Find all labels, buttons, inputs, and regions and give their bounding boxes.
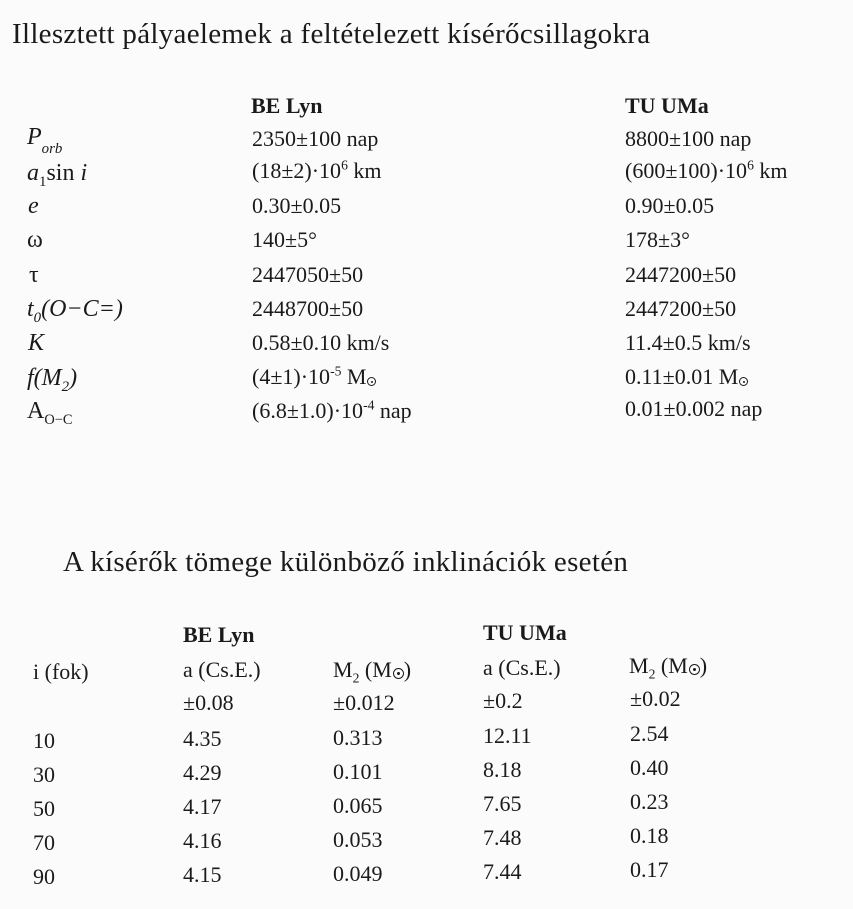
row-be-a: 4.29 (183, 760, 222, 785)
param-fm2: $f(M_2)$ (27, 365, 78, 395)
tu-uma-aoc: 0.01±0.002 nap (625, 396, 763, 421)
group-header-be-lyn: BE Lyn (183, 622, 255, 647)
be-lyn-omega: 140±5° (252, 227, 317, 252)
tu-a-err: ±0.2 (483, 688, 523, 713)
row-be-a: 4.15 (183, 862, 222, 887)
row-i: 10 (33, 728, 55, 753)
row-i: 50 (33, 796, 55, 821)
tu-uma-a1sini: $(600\pm 100)\cdot 10^6$ km (625, 157, 788, 183)
row-tu-m: 0.18 (630, 823, 669, 848)
be-lyn-t0: 2448700±50 (252, 296, 364, 321)
row-tu-a: 12.11 (483, 723, 532, 748)
param-tau: τ (29, 262, 39, 288)
row-be-a: 4.17 (183, 794, 222, 819)
be-lyn-fm2: $(4\pm 1)\cdot 10^{-5}$ M (252, 364, 376, 390)
tu-uma-omega: 178±3° (625, 227, 690, 252)
tu-uma-t0: 2447200±50 (625, 296, 737, 321)
row-tu-a: 7.44 (483, 859, 522, 884)
row-be-m: 0.101 (333, 759, 383, 784)
be-lyn-tau: 2447050±50 (252, 262, 364, 287)
sun-symbol-icon (393, 668, 404, 679)
row-be-m: 0.053 (333, 827, 383, 852)
row-tu-a: 8.18 (483, 757, 522, 782)
row-be-a: 4.16 (183, 828, 222, 853)
col-label-tu-a: a (Cs.E.) (483, 655, 561, 680)
tu-uma-tau: 2447200±50 (625, 262, 737, 287)
row-i: 30 (33, 762, 55, 787)
tu-uma-e: 0.90±0.05 (625, 193, 715, 218)
row-be-m: 0.065 (333, 793, 383, 818)
tu-m-err: ±0.02 (630, 686, 681, 711)
col-label-be-a: a (Cs.E.) (183, 657, 261, 682)
tu-uma-fm2: 0.11±0.01 M (625, 364, 748, 390)
be-lyn-e: 0.30±0.05 (252, 193, 342, 218)
row-tu-m: 0.17 (630, 857, 669, 882)
col-label-tu-m2: $M_2$ (M ) (629, 653, 708, 682)
row-tu-m: 2.54 (630, 721, 669, 746)
param-e: e (28, 193, 39, 219)
col-label-be-m2: $M_2$ (M ) (333, 657, 412, 686)
sun-symbol-icon (739, 377, 748, 386)
header-tu-uma: TU UMa (625, 93, 709, 118)
sun-symbol-icon (689, 664, 700, 675)
param-k: K (28, 330, 45, 356)
row-tu-a: 7.65 (483, 791, 522, 816)
row-i: 70 (33, 830, 55, 855)
row-be-a: 4.35 (183, 726, 222, 751)
be-lyn-porb: 2350±100 nap (252, 126, 379, 151)
param-porb: $P_{orb}$ (27, 124, 63, 157)
sun-symbol-icon (367, 377, 376, 386)
row-be-m: 0.049 (333, 861, 383, 886)
row-i: 90 (33, 864, 55, 889)
be-m-err: ±0.012 (333, 690, 395, 715)
be-lyn-k: 0.58±0.10 km/s (252, 330, 390, 355)
param-omega: ω (27, 227, 43, 253)
col-label-i: i (fok) (33, 659, 89, 684)
row-tu-m: 0.23 (630, 789, 669, 814)
be-lyn-a1sini: $(18\pm 2)\cdot 10^6$ km (252, 157, 382, 183)
be-lyn-aoc: $(6.8\pm 1.0)\cdot 10^{-4}$ nap (252, 397, 412, 423)
group-header-tu-uma: TU UMa (483, 620, 567, 645)
tu-uma-porb: 8800±100 nap (625, 126, 752, 151)
param-t0: $t_0(O-C=)$ (27, 296, 123, 326)
orbit-section-title: Illesztett pályaelemek a feltételezett kísérőcsillagokra (12, 18, 651, 50)
tu-uma-k: 11.4±0.5 km/s (625, 330, 751, 355)
header-be-lyn: BE Lyn (251, 93, 323, 118)
mass-section-title: A kísérők tömege különböző inklinációk esetén (63, 546, 629, 578)
param-aoc: $A_{O-C}$ (27, 398, 73, 428)
row-tu-m: 0.40 (630, 755, 669, 780)
row-tu-a: 7.48 (483, 825, 522, 850)
param-a1sini: $a_1\sin$ i (27, 160, 88, 190)
be-a-err: ±0.08 (183, 690, 234, 715)
row-be-m: 0.313 (333, 725, 383, 750)
